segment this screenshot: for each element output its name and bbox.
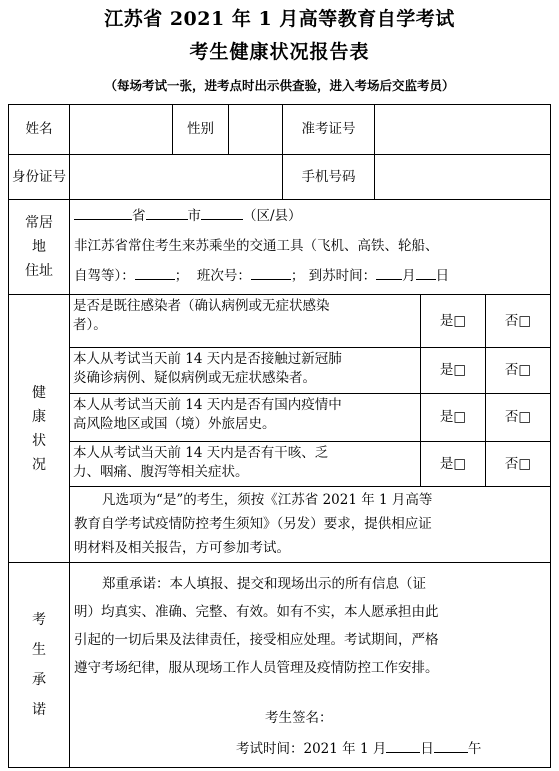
arrival-month-label: 月	[402, 268, 416, 284]
rule-row2	[8, 199, 551, 200]
residence-label-3: 住址	[25, 263, 53, 279]
rule-row4	[8, 562, 551, 563]
notice-line-2: 教育自学考试疫情防控考生须知》（另发）要求，提供相应证	[74, 516, 432, 532]
question-1-line-1: 是否是既往感染者（确认病例或无症状感染	[73, 298, 330, 314]
question-contact	[73, 350, 418, 388]
pledge-label	[9, 563, 69, 767]
exam-period-blank[interactable]	[434, 737, 468, 753]
q2-no-checkbox[interactable]: 否□	[504, 362, 532, 378]
q2-yes-checkbox[interactable]: 是□	[439, 362, 467, 378]
q1-no-checkbox[interactable]: 否□	[504, 312, 532, 329]
health-label-2: 康	[32, 408, 46, 425]
notice-line-3: 明材料及相关报告，方可参加考试。	[74, 540, 290, 556]
gender-field[interactable]	[229, 105, 282, 154]
q3-yes-checkbox[interactable]: 是□	[439, 409, 467, 425]
pledge-line-4: 遵守考场纪律，服从现场工作人员管理及疫情防控工作安排。	[74, 660, 439, 676]
pledge-line-2: 明）均真实、准确、完整、有效。如有不实，本人愿承担由此	[74, 604, 439, 620]
exam-time-label: 考试时间：2021 年 1 月	[236, 741, 387, 757]
trip-number-label: 班次号：	[196, 268, 251, 284]
pledge-label-4: 诺	[32, 702, 46, 718]
pledge-label-3: 承	[32, 672, 46, 688]
exam-day-blank[interactable]	[386, 737, 420, 753]
city-blank[interactable]	[146, 204, 188, 220]
question-symptoms	[73, 444, 418, 482]
pledge-text	[74, 570, 548, 682]
arrival-day-label: 日	[435, 268, 450, 284]
pledge-label-1: 考	[32, 612, 46, 628]
arrival-day-blank[interactable]	[416, 264, 436, 280]
province-label: 省	[132, 208, 146, 224]
name-label: 姓名	[25, 121, 53, 137]
health-report-table	[8, 104, 551, 768]
transport-blank[interactable]	[135, 264, 175, 280]
signature-field[interactable]	[348, 709, 498, 728]
question-4-line-1: 本人从考试当天前 14 天内是否有干咳、乏	[73, 445, 329, 461]
gender-label: 性别	[187, 121, 214, 137]
exam-day-label: 日	[420, 741, 434, 757]
exam-time-line	[236, 737, 481, 759]
question-1-line-2: 者）。	[73, 317, 107, 333]
phone-label: 手机号码	[301, 168, 356, 185]
form-subtitle: 考生健康状况报告表	[189, 41, 370, 63]
transport-label: 自驾等）：	[74, 268, 135, 284]
table-border-bottom	[8, 767, 551, 768]
pledge-label-2: 生	[32, 642, 46, 658]
question-2-line-1: 本人从考试当天前 14 天内是否接触过新冠肺	[73, 351, 342, 367]
question-2-line-2: 炎确诊病例、疑似病例或无症状感染者。	[73, 370, 316, 386]
question-travel-history	[73, 396, 418, 434]
signature-label: 考生签名：	[265, 710, 333, 726]
transport-separator: ；	[174, 268, 189, 284]
form-title: 江苏省 2021 年 1 月高等教育自学考试	[104, 8, 455, 30]
residence-label-1: 常居	[25, 215, 53, 231]
q4-no-checkbox[interactable]: 否□	[504, 455, 532, 472]
question-4-line-2: 力、咽痛、腹泻等相关症状。	[73, 464, 249, 480]
province-blank[interactable]	[74, 204, 132, 220]
residence-label	[9, 200, 69, 294]
rule-label-col	[69, 104, 70, 768]
health-notice	[74, 488, 548, 560]
residence-address-line	[74, 204, 548, 228]
health-label	[9, 295, 69, 562]
transport-line-2	[74, 264, 548, 288]
question-3-line-1: 本人从考试当天前 14 天内是否有国内疫情中	[73, 397, 342, 413]
name-field[interactable]	[70, 105, 172, 154]
residence-label-2: 地	[32, 239, 46, 255]
trip-number-blank[interactable]	[251, 264, 291, 280]
health-label-1: 健	[32, 384, 46, 401]
id-number-field[interactable]	[70, 155, 282, 199]
ticket-number-label: 准考证号	[301, 121, 356, 137]
rule-q4	[69, 486, 551, 487]
district-label: （区/县）	[243, 208, 302, 224]
transport-line-1: 非江苏省常住考生来苏乘坐的交通工具（飞机、高铁、轮船、	[74, 238, 439, 254]
health-label-4: 况	[32, 456, 46, 473]
arrival-time-label: 到苏时间：	[308, 268, 377, 284]
q4-yes-checkbox[interactable]: 是□	[439, 455, 467, 472]
trip-separator: ；	[290, 268, 305, 284]
exam-period-label: 午	[467, 741, 482, 757]
question-prior-infection	[73, 297, 418, 335]
arrival-month-blank[interactable]	[376, 264, 402, 280]
pledge-line-3: 引起的一切后果及法律责任，接受相应处理。考试期间，严格	[74, 632, 439, 648]
city-label: 市	[187, 208, 201, 224]
district-blank[interactable]	[201, 204, 243, 220]
phone-field[interactable]	[375, 155, 550, 199]
q1-yes-checkbox[interactable]: 是□	[439, 312, 467, 329]
usage-note: （每场考试一张，进考点时出示供查验，进入考场后交监考员）	[104, 78, 455, 93]
question-3-line-2: 高风险地区或国（境）外旅居史。	[73, 416, 276, 432]
table-border-right	[550, 104, 551, 768]
health-label-3: 状	[32, 432, 46, 449]
notice-line-1: 凡选项为“是”的考生，须按《江苏省 2021 年 1 月高等	[102, 492, 433, 508]
q3-no-checkbox[interactable]: 否□	[504, 409, 532, 425]
id-number-label: 身份证号	[12, 168, 66, 185]
pledge-line-1: 郑重承诺：本人填报、提交和现场出示的所有信息（证	[102, 576, 426, 592]
ticket-number-field[interactable]	[375, 105, 550, 154]
